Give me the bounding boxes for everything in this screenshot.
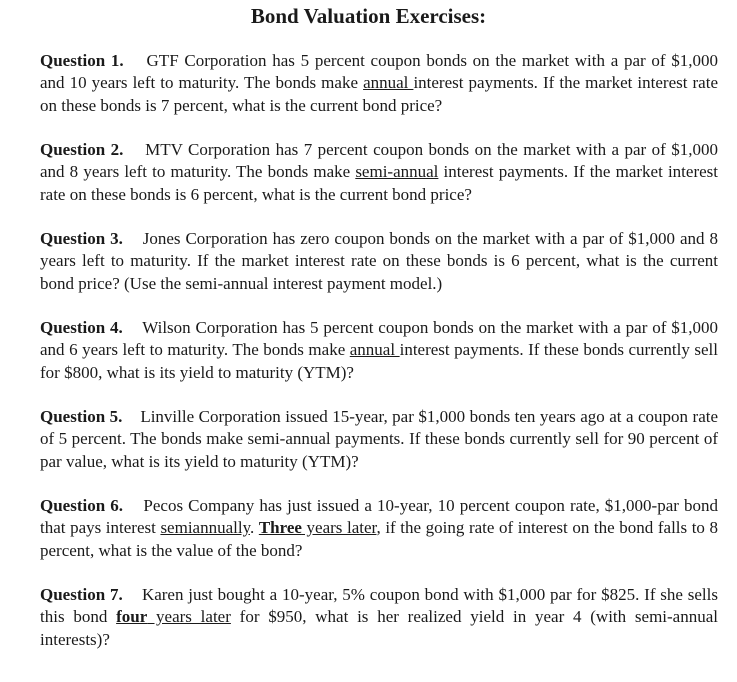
page-title: Bond Valuation Exercises: (250, 4, 487, 28)
emphasized-text: years later (147, 607, 231, 627)
question-7 (40, 584, 718, 651)
question-label: Question 2. (40, 140, 124, 159)
question-4 (40, 317, 718, 384)
question-text: Linville Corporation issued 15-year, par $1,000 bonds ten years ago at a coupon rate of 5 percent. The bonds make semi-annual payments. If these bonds currently sell for 90 percent of par value, what is its yield to maturity (YTM)? (40, 407, 719, 471)
emphasized-text: annual (363, 73, 414, 93)
question-3 (40, 228, 718, 295)
question-text: interest payments. If these bonds currently sell for $800, what is its yield to maturity (YTM)? (40, 340, 718, 382)
question-text: Wilson Corporation has 5 percent coupon bonds on the market with a par of $1,000 and 6 years left to maturity. The bonds make (40, 318, 719, 360)
question-label: Question 4. (40, 318, 123, 337)
question-label: Question 1. (40, 51, 124, 70)
question-text: Pecos Company has just issued a 10-year, 10 percent coupon rate, $1,000-par bond that pays interest (40, 496, 718, 538)
question-label: Question 7. (40, 585, 123, 604)
question-text: MTV Corporation has 7 percent coupon bonds on the market with a par of $1,000 and 8 years left to maturity. The bonds make (40, 140, 718, 182)
emphasized-text: four (116, 607, 148, 627)
question-1 (40, 50, 718, 117)
question-5 (40, 406, 718, 473)
question-text: . (249, 518, 259, 538)
question-text: , if the going rate of interest on the bond falls to 8 percent, what is the value of the bond? (40, 518, 719, 560)
emphasized-text: years later (301, 518, 377, 538)
question-text: interest payments. If the market interest rate on these bonds is 6 percent, what is the current bond price? (40, 162, 718, 204)
question-text: for $950, what is her realized yield in year 4 (with semi-annual interests)? (40, 607, 718, 649)
question-2 (40, 139, 718, 206)
question-label: Question 6. (40, 496, 124, 515)
emphasized-text: semiannually (160, 518, 250, 538)
question-label: Question 5. (40, 407, 123, 426)
emphasized-text: Three (258, 518, 302, 538)
question-text: Karen just bought a 10-year, 5% coupon bond with $1,000 par for $825. If she sells this bond (40, 585, 718, 627)
emphasized-text: semi-annual (355, 162, 439, 182)
question-text: Jones Corporation has zero coupon bonds on the market with a par of $1,000 and 8 years left to maturity. If the market interest rate on these bonds is 6 percent, what is the current bond price? (Use the semi-annual interest payment model.) (40, 229, 719, 293)
question-text: interest payments. If the market interest rate on these bonds is 7 percent, what is the current bond price? (40, 73, 718, 115)
emphasized-text: annual (349, 340, 400, 360)
question-6 (40, 495, 718, 562)
question-text: GTF Corporation has 5 percent coupon bonds on the market with a par of $1,000 and 10 years left to maturity. The bonds make (40, 51, 719, 93)
question-label: Question 3. (40, 229, 123, 248)
